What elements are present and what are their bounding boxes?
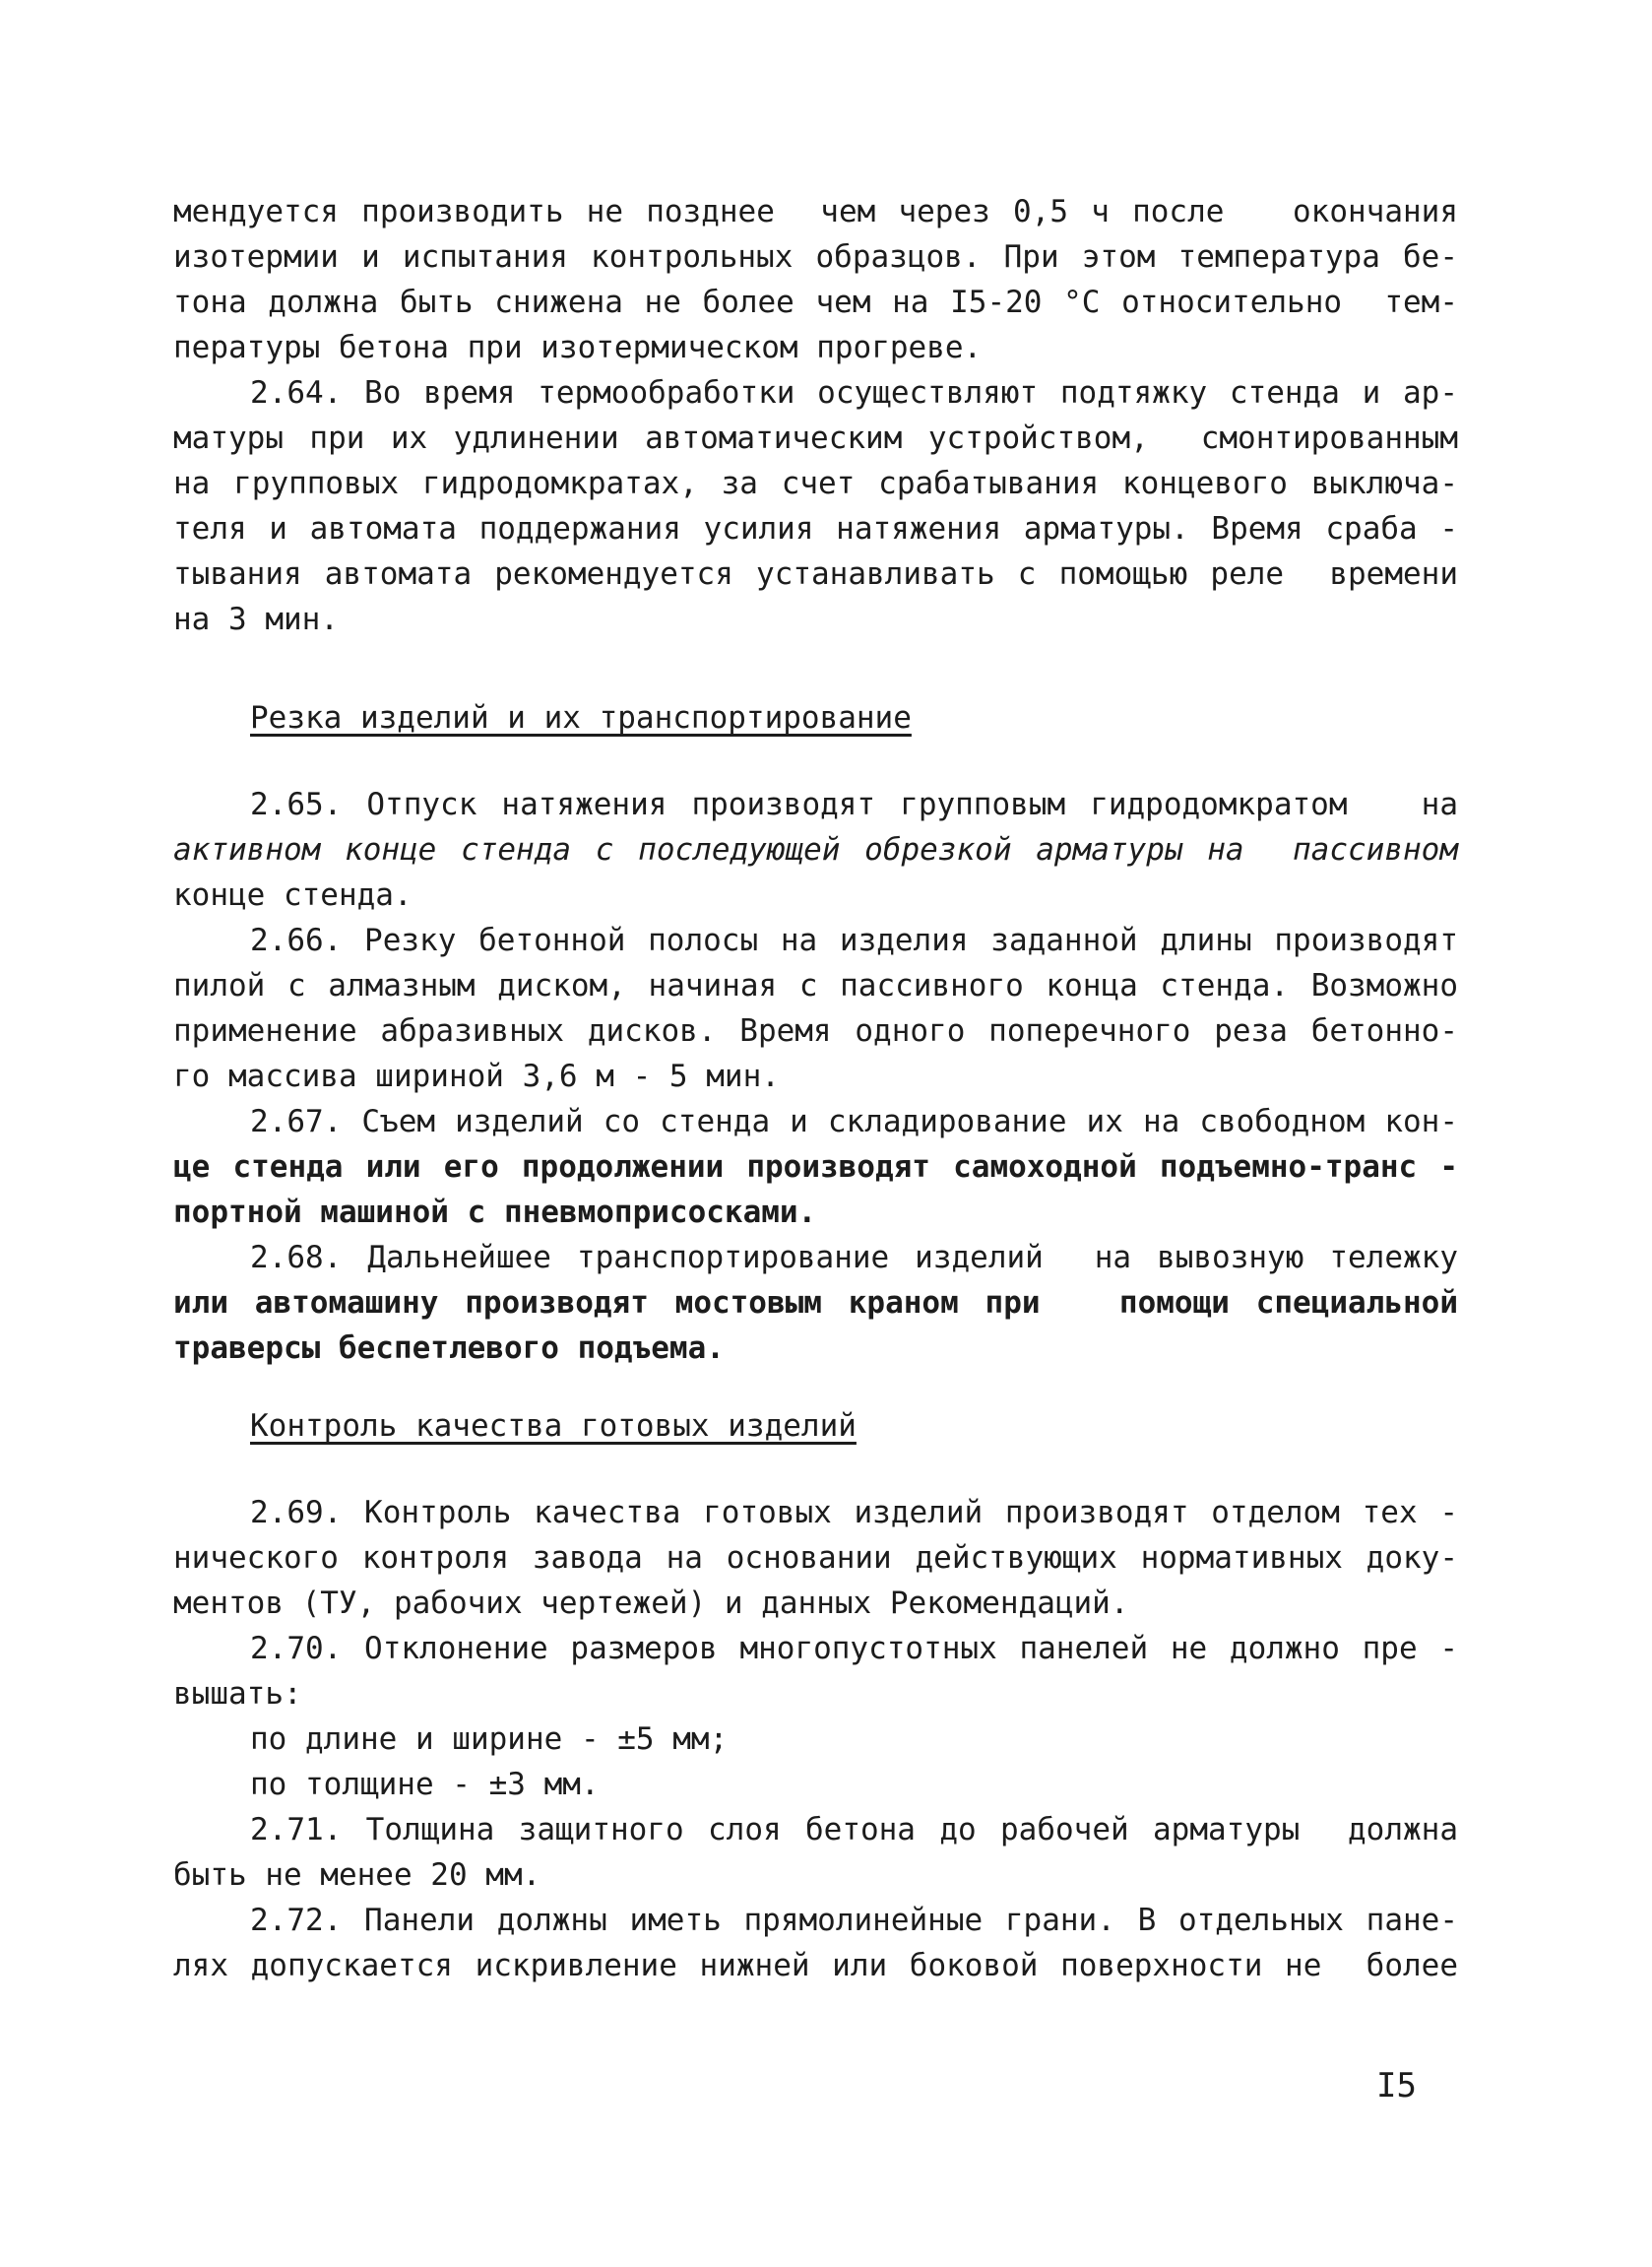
text-line: тона должна быть снижена не более чем на I5-20 °С относительно тем-	[173, 285, 1458, 320]
tolerance-length-width: по длине и ширине - ±5 мм;	[250, 1721, 729, 1757]
paragraph-2-67-line: 2.67. Съем изделий со стенда и складирование их на свободном кон-	[250, 1104, 1458, 1139]
text-line: портной машиной с пневмоприсосками.	[173, 1195, 817, 1230]
text-line: вышать:	[173, 1676, 302, 1712]
text-line: го массива шириной 3,6 м - 5 мин.	[173, 1059, 780, 1094]
paragraph-2-64-line: 2.64. Во время термообработки осуществляют подтяжку стенда и ар-	[250, 375, 1458, 411]
paragraph-2-70-line: 2.70. Отклонение размеров многопустотных панелей не должно пре -	[250, 1631, 1458, 1666]
paragraph-2-65-line: 2.65. Отпуск натяжения производят групповым гидродомкратом на	[250, 787, 1458, 822]
text-line: активном конце стенда с последующей обрезкой арматуры на пассивном	[173, 832, 1458, 868]
text-block-quality	[173, 1490, 1458, 1988]
text-block-top	[173, 189, 1458, 642]
paragraph-2-69-line: 2.69. Контроль качества готовых изделий производят отделом тех -	[250, 1495, 1458, 1530]
text-line: на групповых гидродомкратах, за счет срабатывания концевого выключа-	[173, 466, 1458, 501]
text-line: конце стенда.	[173, 877, 413, 913]
text-line: лях допускается искривление нижней или боковой поверхности не более	[173, 1948, 1458, 1983]
paragraph-2-68-line: 2.68. Дальнейшее транспортирование изделий на вывозную тележку	[250, 1240, 1458, 1275]
text-line: нического контроля завода на основании действующих нормативных доку-	[173, 1540, 1458, 1576]
text-line: ментов (ТУ, рабочих чертежей) и данных Рекомендаций.	[173, 1586, 1129, 1621]
text-line: пилой с алмазным диском, начиная с пассивного конца стенда. Возможно	[173, 968, 1458, 1004]
text-line: быть не менее 20 мм.	[173, 1857, 541, 1893]
section-heading-cutting: Резка изделий и их транспортирование	[250, 700, 912, 736]
text-line: применение абразивных дисков. Время одного поперечного реза бетонно-	[173, 1013, 1458, 1049]
text-block-cutting	[173, 782, 1458, 1371]
text-line: пературы бетона при изотермическом прогреве.	[173, 330, 983, 365]
paragraph-2-72-line: 2.72. Панели должны иметь прямолинейные грани. В отдельных пане-	[250, 1903, 1458, 1938]
page-number: I5	[1376, 2066, 1417, 2105]
text-line: на 3 мин.	[173, 602, 339, 637]
text-line: матуры при их удлинении автоматическим устройством, смонтированным	[173, 421, 1458, 456]
paragraph-2-71-line: 2.71. Толщина защитного слоя бетона до рабочей арматуры должна	[250, 1812, 1458, 1847]
text-line: или автомашину производят мостовым краном при помощи специальной	[173, 1285, 1458, 1321]
text-line: тывания автомата рекомендуется устанавливать с помощью реле времени	[173, 556, 1458, 592]
text-line: мендуется производить не позднее чем через 0,5 ч после окончания	[173, 194, 1458, 229]
text-line: траверсы беспетлевого подъема.	[173, 1330, 725, 1366]
text-line: це стенда или его продолжении производят самоходной подъемно-транс -	[173, 1149, 1458, 1185]
paragraph-2-66-line: 2.66. Резку бетонной полосы на изделия заданной длины производят	[250, 923, 1458, 958]
text-line: изотермии и испытания контрольных образцов. При этом температура бе-	[173, 239, 1458, 275]
text-line: теля и автомата поддержания усилия натяжения арматуры. Время сраба -	[173, 511, 1458, 547]
tolerance-thickness: по толщине - ±3 мм.	[250, 1767, 600, 1802]
section-heading-quality: Контроль качества готовых изделий	[250, 1408, 857, 1444]
